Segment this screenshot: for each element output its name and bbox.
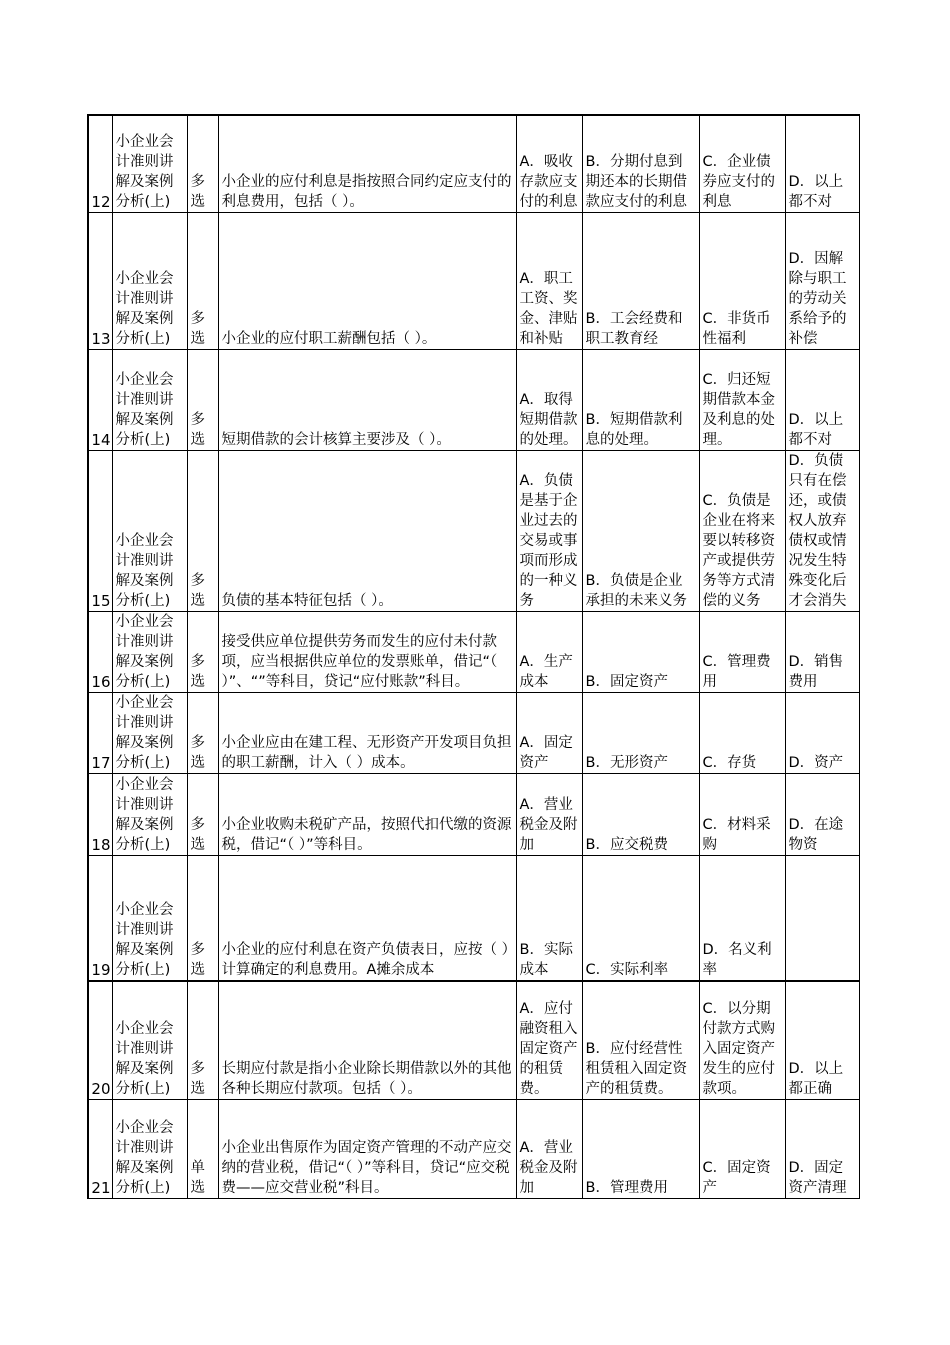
option-a: B．实际成本: [516, 855, 582, 981]
option-b: B．无形资产: [582, 692, 699, 773]
course-name: 小企业会计准则讲解及案例分析(上): [112, 692, 187, 773]
option-c: C．材料采购: [699, 773, 785, 855]
table-row: [88, 115, 859, 212]
option-c: C．固定资产: [699, 1099, 785, 1198]
option-c: C．以分期付款方式购入固定资产发生的应付款项。: [699, 981, 785, 1099]
option-a: A．生产成本: [516, 611, 582, 692]
table-row: [88, 692, 859, 773]
option-b: B．工会经费和职工教育经: [582, 212, 699, 349]
question-number: 13: [88, 212, 112, 349]
option-b: B．固定资产: [582, 611, 699, 692]
question-type: 多选: [187, 611, 218, 692]
option-b: B．应交税费: [582, 773, 699, 855]
table-row: [88, 611, 859, 692]
course-name: 小企业会计准则讲解及案例分析(上): [112, 115, 187, 212]
option-d: D．在途物资: [785, 773, 859, 855]
option-a: A．固定资产: [516, 692, 582, 773]
option-b: B．负债是企业承担的未来义务: [582, 450, 699, 611]
course-name: 小企业会计准则讲解及案例分析(上): [112, 773, 187, 855]
question-type: 多选: [187, 773, 218, 855]
option-c: C．存货: [699, 692, 785, 773]
question-number: 21: [88, 1099, 112, 1198]
question-number: 20: [88, 981, 112, 1099]
option-c: C．非货币性福利: [699, 212, 785, 349]
option-d: D．固定资产清理: [785, 1099, 859, 1198]
question-type: 多选: [187, 212, 218, 349]
option-d: D．以上都不对: [785, 115, 859, 212]
option-a: A．职工工资、奖金、津贴和补贴: [516, 212, 582, 349]
option-d: D．以上都正确: [785, 981, 859, 1099]
course-name: 小企业会计准则讲解及案例分析(上): [112, 611, 187, 692]
question-number: 15: [88, 450, 112, 611]
option-d: D．负债只有在偿还，或债权人放弃债权或情况发生特殊变化后才会消失: [785, 450, 859, 611]
option-b: B．短期借款利息的处理。: [582, 349, 699, 450]
option-d: D．因解除与职工的劳动关系给予的补偿: [785, 212, 859, 349]
question-type: 多选: [187, 115, 218, 212]
question-type: 多选: [187, 349, 218, 450]
option-a: A．负债是基于企业过去的交易或事项而形成的一种义务: [516, 450, 582, 611]
option-b: B．分期付息到期还本的长期借款应支付的利息: [582, 115, 699, 212]
course-name: 小企业会计准则讲解及案例分析(上): [112, 349, 187, 450]
question-type: 单选: [187, 1099, 218, 1198]
question-text: 接受供应单位提供劳务而发生的应付未付款项，应当根据供应单位的发票账单，借记“（ ）”、“”等科目，贷记“应付账款”科目。: [218, 611, 516, 692]
table-row: [88, 1099, 859, 1198]
option-d: D．资产: [785, 692, 859, 773]
question-type: 多选: [187, 450, 218, 611]
table-row: [88, 855, 859, 981]
option-d: D．销售费用: [785, 611, 859, 692]
question-text: 负债的基本特征包括（ ）。: [218, 450, 516, 611]
question-text: 小企业收购未税矿产品，按照代扣代缴的资源税，借记“（ ）”等科目。: [218, 773, 516, 855]
table-row: [88, 349, 859, 450]
question-number: 12: [88, 115, 112, 212]
question-text: 短期借款的会计核算主要涉及（ ）。: [218, 349, 516, 450]
option-a: A．取得短期借款的处理。: [516, 349, 582, 450]
question-text: 小企业出售原作为固定资产管理的不动产应交纳的营业税，借记“（ ）”等科目，贷记“应交税费——应交营业税”科目。: [218, 1099, 516, 1198]
option-c: C．负债是企业在将来要以转移资产或提供劳务等方式清偿的义务: [699, 450, 785, 611]
question-type: 多选: [187, 692, 218, 773]
question-text: 小企业的应付利息是指按照合同约定应支付的利息费用，包括（ ）。: [218, 115, 516, 212]
course-name: 小企业会计准则讲解及案例分析(上): [112, 1099, 187, 1198]
question-table: [87, 114, 860, 1199]
option-c: D．名义利率: [699, 855, 785, 981]
question-number: 19: [88, 855, 112, 981]
option-c: C．归还短期借款本金及利息的处理。: [699, 349, 785, 450]
question-number: 16: [88, 611, 112, 692]
table-row: [88, 981, 859, 1099]
option-c: C．管理费用: [699, 611, 785, 692]
course-name: 小企业会计准则讲解及案例分析(上): [112, 981, 187, 1099]
question-text: 长期应付款是指小企业除长期借款以外的其他各种长期应付款项。包括（ ）。: [218, 981, 516, 1099]
option-b: C．实际利率: [582, 855, 699, 981]
option-a: A．营业税金及附加: [516, 1099, 582, 1198]
question-text: 小企业应由在建工程、无形资产开发项目负担的职工薪酬，计入（ ）成本。: [218, 692, 516, 773]
option-d: D．以上都不对: [785, 349, 859, 450]
question-text: 小企业的应付利息在资产负债表日，应按（ ）计算确定的利息费用。A摊余成本: [218, 855, 516, 981]
option-a: A．应付融资租入固定资产的租赁费。: [516, 981, 582, 1099]
question-number: 18: [88, 773, 112, 855]
table-row: [88, 450, 859, 611]
course-name: 小企业会计准则讲解及案例分析(上): [112, 450, 187, 611]
table-row: [88, 773, 859, 855]
option-b: B．管理费用: [582, 1099, 699, 1198]
question-text: 小企业的应付职工薪酬包括（ ）。: [218, 212, 516, 349]
table-row: [88, 212, 859, 349]
course-name: 小企业会计准则讲解及案例分析(上): [112, 212, 187, 349]
option-c: C．企业债券应支付的利息: [699, 115, 785, 212]
course-name: 小企业会计准则讲解及案例分析(上): [112, 855, 187, 981]
question-number: 17: [88, 692, 112, 773]
option-d: [785, 855, 859, 981]
option-b: B．应付经营性租赁租入固定资产的租赁费。: [582, 981, 699, 1099]
question-number: 14: [88, 349, 112, 450]
option-a: A．营业税金及附加: [516, 773, 582, 855]
question-type: 多选: [187, 981, 218, 1099]
question-type: 多选: [187, 855, 218, 981]
option-a: A．吸收存款应支付的利息: [516, 115, 582, 212]
